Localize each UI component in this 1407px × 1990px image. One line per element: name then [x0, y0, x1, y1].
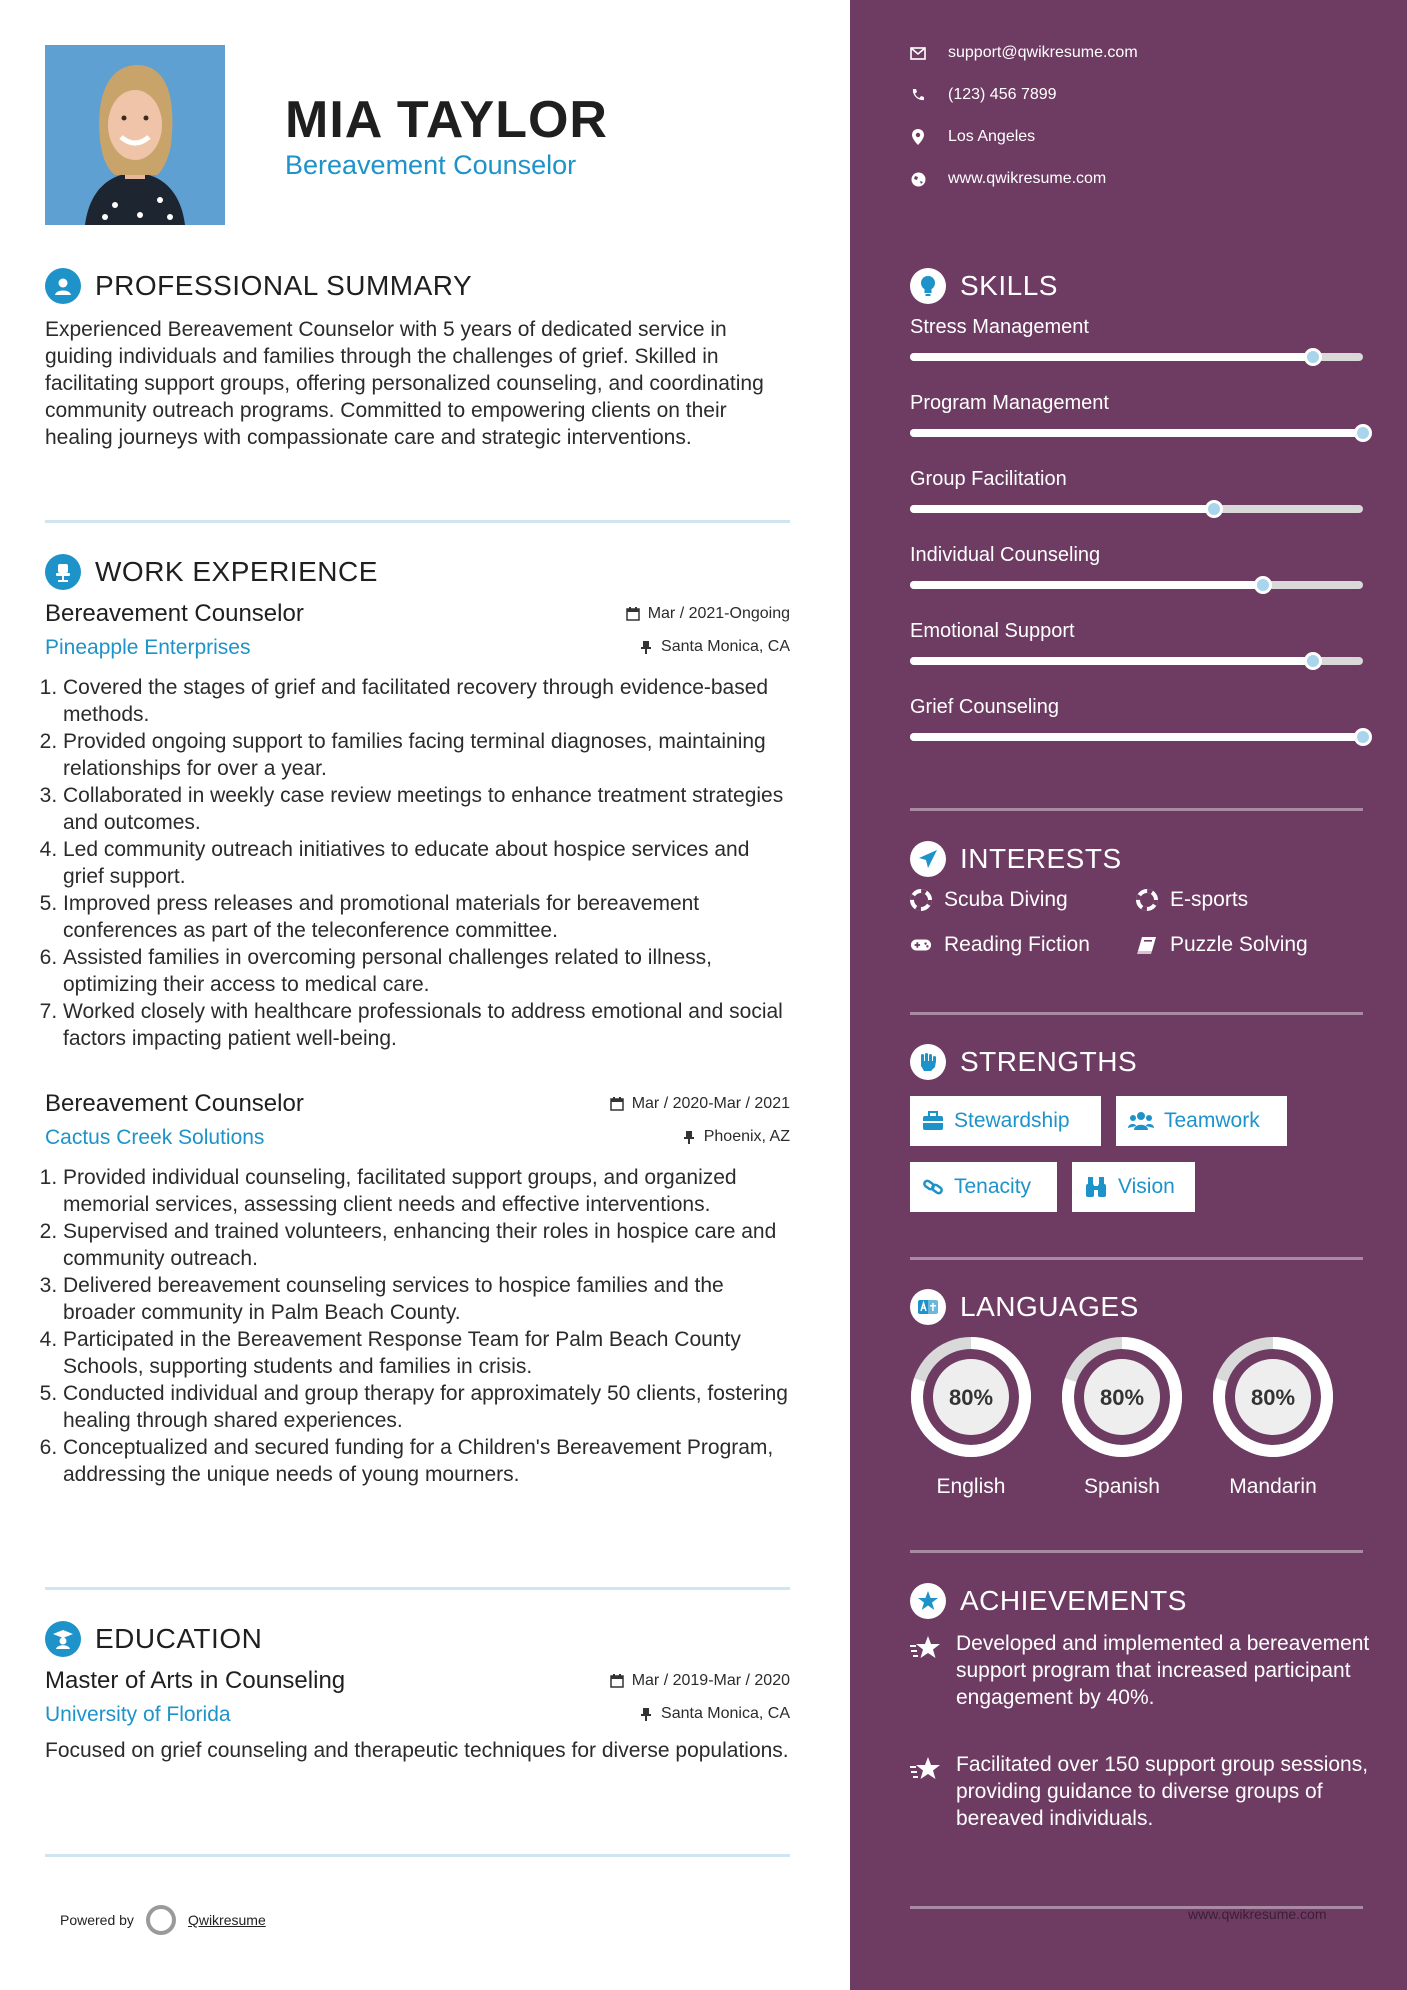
skill-item	[910, 544, 1363, 589]
strength-label: Stewardship	[954, 1109, 1070, 1132]
language-percent: 80%	[948, 1385, 994, 1410]
calendar-icon	[610, 1097, 624, 1111]
lightbulb-icon	[910, 268, 946, 304]
skill-item	[910, 620, 1363, 665]
language-ring	[910, 1336, 1032, 1458]
skill-bar	[910, 733, 1363, 741]
location-text: Los Angeles	[948, 128, 1036, 145]
skill-bar-fill	[910, 429, 1363, 437]
binoculars-icon	[1084, 1176, 1108, 1198]
education-heading	[45, 1621, 262, 1657]
job-title: Bereavement Counselor	[45, 600, 304, 627]
powered-by-label: Powered by	[60, 1912, 134, 1928]
interests-heading	[910, 841, 1122, 877]
interest-label: E-sports	[1170, 888, 1249, 911]
phone-text: (123) 456 7899	[948, 86, 1057, 103]
summary-text: Experienced Bereavement Counselor with 5 years of dedicated service in guiding individuals and families through the challenges of grief. Skilled in facilitating support groups, offering personalized counseling, and coordinating community outreach programs. Committed to empowering clients on their healing journeys with compassionate care and strategic interventions.	[45, 318, 764, 449]
education-location-text: Santa Monica, CA	[661, 1705, 790, 1722]
section-divider	[910, 808, 1363, 811]
list-item: 3. Delivered bereavement counseling services to hospice families and the broader community in Palm Beach County.	[63, 1272, 790, 1326]
education-entry	[45, 1667, 790, 1764]
job-company: Cactus Creek Solutions	[45, 1126, 265, 1149]
list-item: 1. Covered the stages of grief and facilitated recovery through evidence-based methods.	[63, 674, 790, 728]
interest-label: Scuba Diving	[944, 888, 1068, 911]
job-entry	[45, 1090, 790, 1488]
skill-bar	[910, 429, 1363, 437]
skills-title: SKILLS	[960, 270, 1058, 301]
skill-name: Grief Counseling	[910, 696, 1059, 718]
achievements-heading	[910, 1583, 1187, 1619]
section-divider	[910, 1550, 1363, 1553]
interests-title: INTERESTS	[960, 843, 1122, 874]
briefcase-icon	[922, 1111, 944, 1131]
achievement-item	[910, 1751, 1370, 1832]
language-item	[1061, 1336, 1183, 1499]
skill-name: Program Management	[910, 392, 1109, 414]
language-percent: 80%	[1099, 1385, 1145, 1410]
list-item: 2. Supervised and trained volunteers, enhancing their roles in hospice care and community outreach.	[63, 1218, 790, 1272]
job-bullets	[45, 1164, 790, 1488]
section-divider	[910, 1257, 1363, 1260]
degree-title: Master of Arts in Counseling	[45, 1667, 346, 1694]
user-icon	[45, 268, 81, 304]
language-item	[1212, 1336, 1334, 1499]
skill-bar-fill	[910, 657, 1313, 665]
candidate-name: MIA TAYLOR	[285, 91, 608, 149]
section-divider	[45, 1587, 790, 1590]
map-marker-icon	[910, 129, 926, 145]
powered-by	[60, 1905, 266, 1935]
list-item: 4. Led community outreach initiatives to educate about hospice services and grief support.	[63, 836, 790, 890]
job-bullets	[45, 674, 790, 1052]
interest-item	[1136, 933, 1308, 957]
strength-tag	[1116, 1096, 1287, 1146]
skill-bar-fill	[910, 353, 1313, 361]
list-item: 2. Provided ongoing support to families facing terminal diagnoses, maintaining relationships for over a year.	[63, 728, 790, 782]
skill-bar	[910, 505, 1363, 513]
achievement-text: Developed and implemented a bereavement support program that increased participant engagement by 40%.	[956, 1632, 1370, 1709]
list-item: 6. Conceptualized and secured funding for a Children's Bereavement Program, addressing the unique needs of young mourners.	[63, 1434, 790, 1488]
link-icon	[922, 1176, 944, 1198]
achievement-text: Facilitated over 150 support group sessions, providing guidance to diverse groups of bereaved individuals.	[956, 1753, 1369, 1830]
contact-location	[910, 128, 1035, 146]
book-icon	[1136, 934, 1158, 956]
languages-heading	[910, 1289, 1139, 1325]
list-item: 5. Improved press releases and promotional materials for bereavement conferences as part of the teleconference committee.	[63, 890, 790, 944]
gamepad-icon	[910, 934, 932, 956]
job-date	[626, 605, 790, 623]
office-chair-icon	[45, 554, 81, 590]
skills-heading	[910, 268, 1058, 304]
list-item: 3. Collaborated in weekly case review meetings to enhance treatment strategies and outcomes.	[63, 782, 790, 836]
brand-link[interactable]: Qwikresume	[187, 1912, 266, 1928]
fist-icon	[910, 1044, 946, 1080]
job-entry	[45, 600, 790, 1052]
contact-website[interactable]	[910, 170, 1106, 188]
job-date	[610, 1095, 790, 1113]
pin-icon	[639, 640, 653, 654]
candidate-title: Bereavement Counselor	[285, 150, 577, 180]
education-title: EDUCATION	[95, 1623, 263, 1654]
language-name: Spanish	[1084, 1475, 1160, 1498]
website-text: www.qwikresume.com	[948, 170, 1107, 187]
skill-item	[910, 468, 1363, 513]
translate-icon	[910, 1289, 946, 1325]
job-location-text: Santa Monica, CA	[661, 638, 790, 655]
language-item	[910, 1336, 1032, 1499]
life-ring-icon	[1136, 889, 1158, 911]
calendar-icon	[626, 607, 640, 621]
list-item: 5. Conducted individual and group therapy for approximately 50 clients, fostering healing through shared experiences.	[63, 1380, 790, 1434]
interest-label: Reading Fiction	[944, 933, 1090, 956]
skill-bar-knob	[1354, 424, 1372, 442]
contact-phone[interactable]	[910, 86, 1057, 104]
achievement-item	[910, 1630, 1370, 1711]
school-name: University of Florida	[45, 1703, 231, 1726]
pin-icon	[682, 1130, 696, 1144]
skill-item	[910, 316, 1363, 361]
strengths-heading	[910, 1044, 1137, 1080]
life-ring-icon	[910, 889, 932, 911]
section-divider	[45, 520, 790, 523]
star-badge-icon	[910, 1583, 946, 1619]
graduate-icon	[45, 1621, 81, 1657]
language-percent: 80%	[1250, 1385, 1296, 1410]
job-location	[682, 1128, 790, 1146]
users-icon	[1128, 1111, 1154, 1131]
interest-item	[1136, 888, 1248, 912]
profile-photo	[45, 45, 225, 225]
job-location-text: Phoenix, AZ	[703, 1128, 790, 1145]
language-ring	[1212, 1336, 1334, 1458]
language-ring	[1061, 1336, 1183, 1458]
list-item: 1. Provided individual counseling, facilitated support groups, and organized memorial services, assessing client needs and effective interventions.	[63, 1164, 790, 1218]
interest-label: Puzzle Solving	[1170, 933, 1308, 956]
job-location	[639, 638, 790, 656]
education-location	[639, 1705, 790, 1723]
phone-icon	[910, 87, 926, 103]
section-divider	[45, 1854, 790, 1857]
achievements-title: ACHIEVEMENTS	[960, 1585, 1187, 1616]
work-title: WORK EXPERIENCE	[95, 556, 378, 587]
education-date-text: Mar / 2019-Mar / 2020	[631, 1672, 790, 1689]
job-title: Bereavement Counselor	[45, 1090, 304, 1117]
job-date-text: Mar / 2020-Mar / 2021	[631, 1095, 790, 1112]
skill-bar-fill	[910, 505, 1214, 513]
qwikresume-logo-icon	[146, 1905, 176, 1935]
contact-email[interactable]	[910, 44, 1138, 62]
work-heading	[45, 554, 378, 590]
strength-label: Teamwork	[1164, 1109, 1260, 1132]
skill-item	[910, 392, 1363, 437]
skill-item	[910, 696, 1363, 741]
strength-label: Tenacity	[954, 1175, 1032, 1198]
interest-item	[910, 888, 1068, 912]
globe-icon	[910, 171, 926, 187]
skill-bar	[910, 353, 1363, 361]
skill-name: Emotional Support	[910, 620, 1075, 642]
education-date	[610, 1672, 790, 1690]
strength-label: Vision	[1118, 1175, 1175, 1198]
skill-bar	[910, 581, 1363, 589]
language-name: Mandarin	[1229, 1475, 1317, 1498]
languages-title: LANGUAGES	[960, 1291, 1139, 1322]
section-divider	[910, 1012, 1363, 1015]
summary-heading	[45, 268, 472, 304]
education-description: Focused on grief counseling and therapeutic techniques for diverse populations.	[45, 1739, 789, 1762]
language-name: English	[936, 1475, 1006, 1498]
skill-bar	[910, 657, 1363, 665]
strength-tag	[910, 1096, 1101, 1146]
skill-name: Group Facilitation	[910, 468, 1067, 490]
star-burst-icon	[910, 1634, 942, 1664]
star-burst-icon	[910, 1755, 942, 1785]
skill-name: Stress Management	[910, 316, 1089, 338]
list-item: 6. Assisted families in overcoming personal challenges related to illness, optimizing their access to medical care.	[63, 944, 790, 998]
job-company: Pineapple Enterprises	[45, 636, 251, 659]
strengths-title: STRENGTHS	[960, 1046, 1138, 1077]
calendar-icon	[610, 1674, 624, 1688]
strength-tag	[910, 1162, 1057, 1212]
skill-bar-fill	[910, 733, 1363, 741]
skill-bar-knob	[1205, 500, 1223, 518]
list-item: 7. Worked closely with healthcare professionals to address emotional and social factors impacting patient well-being.	[63, 998, 790, 1052]
envelope-icon	[910, 45, 926, 61]
summary-title: PROFESSIONAL SUMMARY	[95, 270, 473, 301]
strength-tag	[1072, 1162, 1195, 1212]
footer-url[interactable]: www.qwikresume.com	[1188, 1906, 1327, 1922]
job-date-text: Mar / 2021-Ongoing	[647, 605, 790, 622]
skill-bar-knob	[1354, 728, 1372, 746]
email-text: support@qwikresume.com	[948, 44, 1138, 61]
skill-name: Individual Counseling	[910, 544, 1101, 566]
interest-item	[910, 933, 1090, 957]
list-item: 4. Participated in the Bereavement Response Team for Palm Beach County Schools, supporting students and families in crisis.	[63, 1326, 790, 1380]
paper-plane-icon	[910, 841, 946, 877]
skill-bar-fill	[910, 581, 1263, 589]
pin-icon	[639, 1707, 653, 1721]
